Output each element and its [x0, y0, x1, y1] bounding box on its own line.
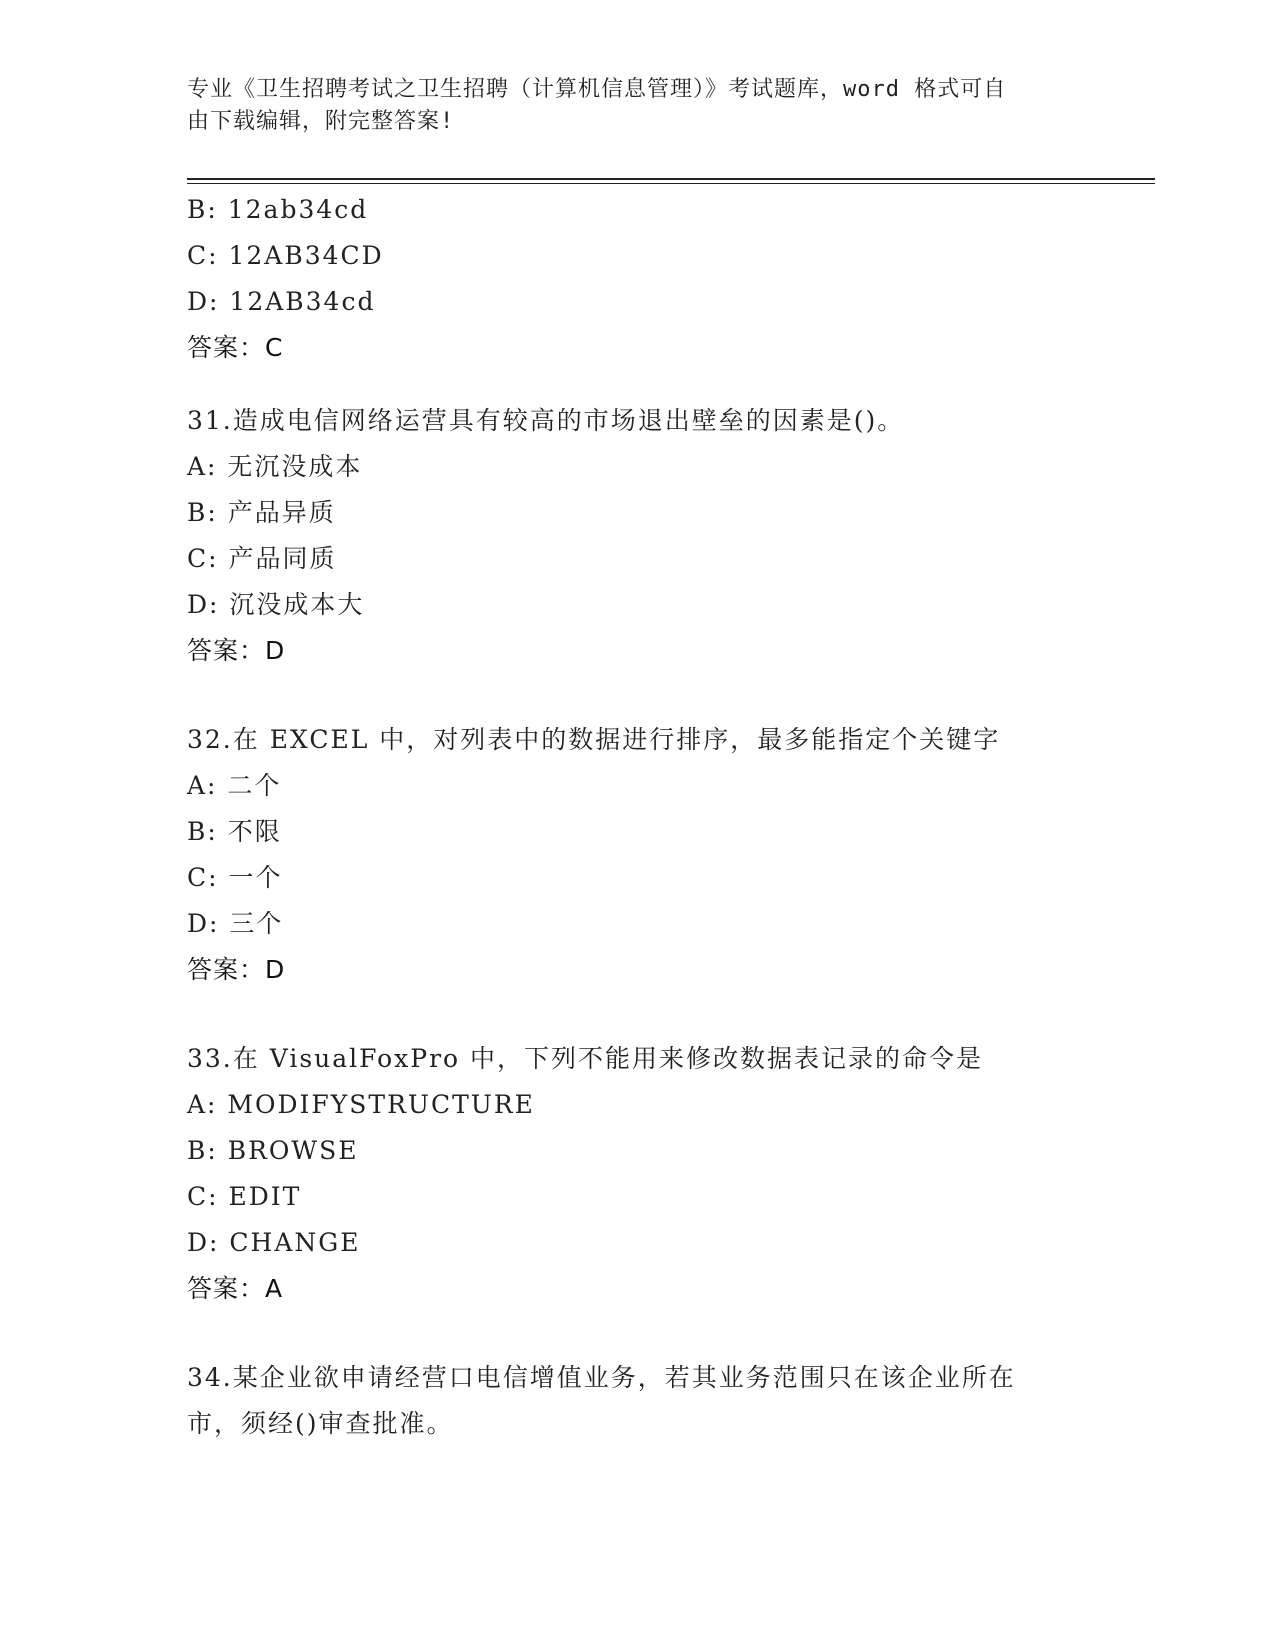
option-b: B: 不限 [187, 817, 282, 846]
option-d: D: CHANGE [187, 1228, 361, 1257]
option-c: C: 12AB34CD [187, 241, 384, 270]
answer-line: 答案：D [187, 955, 286, 984]
option-c: C: EDIT [187, 1182, 302, 1211]
option-d: D: 12AB34cd [187, 287, 376, 316]
document-header [187, 74, 1067, 138]
question-title-line-2: 市，须经()审查批准。 [187, 1409, 454, 1438]
answer-line: 答案：A [187, 1274, 284, 1303]
option-a: A: MODIFYSTRUCTURE [187, 1090, 535, 1119]
option-d: D: 三个 [187, 909, 284, 938]
question-title-line-1: 34.某企业欲申请经营口电信增值业务，若其业务范围只在该企业所在 [187, 1363, 1016, 1392]
header-rule-thick [187, 178, 1155, 180]
option-b: B: BROWSE [187, 1136, 359, 1165]
question-33 [187, 1036, 1087, 1312]
question-title: 32.在 EXCEL 中，对列表中的数据进行排序，最多能指定个关键字 [187, 725, 1001, 754]
option-a: A: 无沉没成本 [187, 452, 363, 481]
option-c: C: 一个 [187, 863, 283, 892]
question-title: 33.在 VisualFoxPro 中，下列不能用来修改数据表记录的命令是 [187, 1044, 984, 1073]
answer-line: 答案：C [187, 333, 284, 362]
question-32 [187, 717, 1087, 993]
answer-line: 答案：D [187, 636, 286, 665]
option-b: B: 12ab34cd [187, 195, 369, 224]
option-c: C: 产品同质 [187, 544, 337, 573]
option-a: A: 二个 [187, 771, 282, 800]
option-d: D: 沉没成本大 [187, 590, 365, 619]
question-31 [187, 398, 1087, 674]
header-line-1: 专业《卫生招聘考试之卫生招聘（计算机信息管理）》考试题库，word 格式可自 [187, 77, 1007, 102]
option-b: B: 产品异质 [187, 498, 336, 527]
question-title: 31.造成电信网络运营具有较高的市场退出壁垒的因素是()。 [187, 406, 905, 435]
header-line-2: 由下载编辑，附完整答案! [187, 109, 455, 134]
question-34 [187, 1355, 1087, 1447]
header-rule-thin [187, 183, 1155, 184]
question-30-tail [187, 187, 1087, 371]
